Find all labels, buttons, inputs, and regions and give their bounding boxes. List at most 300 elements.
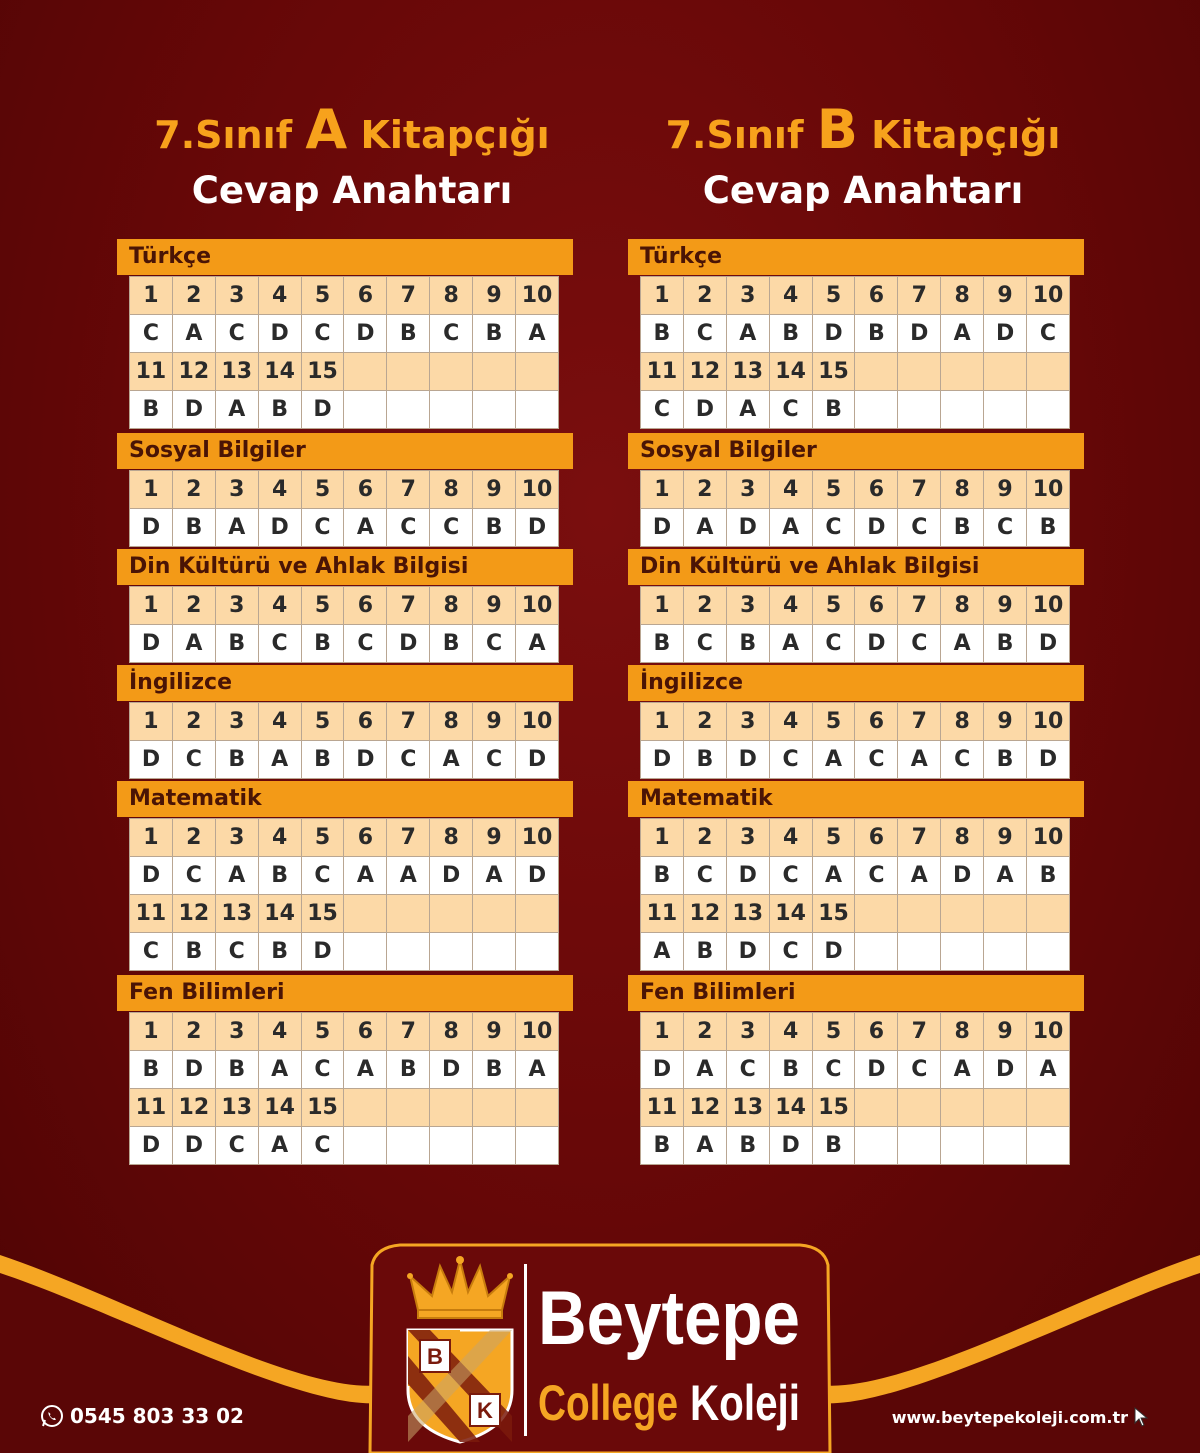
question-number-cell: 12 [172,1089,215,1127]
shield-icon [408,1330,512,1442]
question-number-cell: 1 [641,1013,684,1051]
answer-cell: A [641,933,684,971]
question-number-cell: 8 [941,703,984,741]
question-number-cell [855,895,898,933]
question-number-cell: 9 [984,703,1027,741]
answer-cell: C [683,315,726,353]
answer-row [130,1051,559,1089]
question-number-cell: 4 [769,471,812,509]
answer-cell: D [130,741,173,779]
answer-row [130,857,559,895]
answer-cell: A [215,509,258,547]
brand-logo [400,1256,820,1446]
question-number-cell: 12 [683,1089,726,1127]
question-number-cell: 15 [301,1089,344,1127]
answer-cell: D [726,741,769,779]
booklet-header [117,100,587,217]
answer-cell: A [683,1051,726,1089]
question-number-cell: 9 [984,1013,1027,1051]
question-number-cell: 11 [130,1089,173,1127]
answer-grid [640,470,1070,547]
question-number-cell: 14 [258,1089,301,1127]
answer-cell: C [1027,315,1070,353]
question-number-cell: 4 [258,819,301,857]
whatsapp-icon [40,1404,64,1428]
question-number-cell: 11 [641,1089,684,1127]
answer-cell: A [726,391,769,429]
answer-cell: B [301,741,344,779]
answer-cell: B [1027,857,1070,895]
question-number-cell: 7 [387,587,430,625]
question-number-cell [473,353,516,391]
question-number-cell: 13 [726,1089,769,1127]
question-number-cell: 1 [130,1013,173,1051]
answer-cell: C [898,1051,941,1089]
question-number-cell: 5 [301,819,344,857]
question-number-row [130,703,559,741]
question-number-cell: 1 [130,471,173,509]
answer-cell: B [641,315,684,353]
question-number-cell [344,353,387,391]
answer-cell [984,1127,1027,1165]
booklet-header [628,100,1098,217]
answer-cell: C [726,1051,769,1089]
question-number-cell: 8 [430,1013,473,1051]
answer-cell [855,933,898,971]
answer-cell: A [172,625,215,663]
question-number-cell: 1 [641,471,684,509]
answer-cell: C [215,1127,258,1165]
answer-cell: C [172,741,215,779]
answer-cell: C [683,625,726,663]
question-number-cell: 7 [898,1013,941,1051]
question-number-cell: 8 [941,587,984,625]
answer-cell: A [941,315,984,353]
question-number-cell [898,1089,941,1127]
question-number-cell: 4 [769,703,812,741]
answer-cell [898,933,941,971]
question-number-cell: 13 [215,353,258,391]
question-number-cell: 5 [812,1013,855,1051]
question-number-row [641,1089,1070,1127]
answer-row [641,315,1070,353]
answer-cell: A [941,625,984,663]
question-number-cell: 3 [726,471,769,509]
question-number-cell: 6 [344,1013,387,1051]
answer-cell: A [769,509,812,547]
question-number-cell [941,895,984,933]
booklet-title [117,100,587,165]
question-number-cell: 6 [344,703,387,741]
answer-cell: C [898,625,941,663]
question-number-row [130,1089,559,1127]
answer-row [641,1127,1070,1165]
answer-cell: C [301,509,344,547]
question-number-cell: 7 [387,1013,430,1051]
booklet-subtitle: Cevap Anahtarı [191,169,513,212]
answer-cell: B [984,741,1027,779]
answer-row [130,741,559,779]
answer-cell: C [683,857,726,895]
question-number-cell: 4 [258,703,301,741]
answer-cell: B [258,391,301,429]
answer-cell: C [855,741,898,779]
question-number-cell: 15 [812,1089,855,1127]
answer-cell [984,391,1027,429]
answer-cell [516,1127,559,1165]
answer-cell [344,1127,387,1165]
answer-cell: D [301,391,344,429]
answer-cell: D [941,857,984,895]
question-number-cell: 7 [387,819,430,857]
answer-cell: D [258,509,301,547]
answer-cell: B [1027,509,1070,547]
answer-cell [855,391,898,429]
question-number-cell: 3 [726,277,769,315]
question-number-cell: 14 [769,895,812,933]
answer-cell: B [387,1051,430,1089]
answer-cell: B [683,741,726,779]
question-number-cell: 6 [855,277,898,315]
answer-cell: D [387,625,430,663]
answer-row [641,1051,1070,1089]
question-number-cell [1027,1089,1070,1127]
subject-header: Türkçe [117,239,573,275]
answer-cell: D [344,315,387,353]
answer-cell: D [344,741,387,779]
question-number-cell: 10 [1027,703,1070,741]
question-number-cell: 2 [683,277,726,315]
question-number-cell [387,895,430,933]
question-number-cell [473,895,516,933]
answer-cell [473,933,516,971]
answer-grid [129,818,559,971]
answer-cell: C [430,315,473,353]
answer-cell: D [812,933,855,971]
question-number-cell: 6 [344,471,387,509]
answer-cell: B [812,1127,855,1165]
question-number-cell: 2 [172,819,215,857]
answer-cell: D [172,391,215,429]
answer-cell: A [1027,1051,1070,1089]
question-number-cell [516,895,559,933]
answer-cell: A [683,1127,726,1165]
answer-cell: A [344,1051,387,1089]
answer-cell: D [130,625,173,663]
answer-cell: C [984,509,1027,547]
answer-cell [387,391,430,429]
booklet-letter: A [305,98,348,161]
crest-letter-b: B [427,1344,443,1369]
question-number-row [130,587,559,625]
question-number-row [641,587,1070,625]
answer-cell: A [812,741,855,779]
answer-cell: C [215,315,258,353]
answer-grid [640,1012,1070,1165]
answer-cell: D [130,509,173,547]
question-number-cell: 9 [473,703,516,741]
question-number-cell: 13 [215,1089,258,1127]
question-number-cell: 2 [683,1013,726,1051]
question-number-row [130,895,559,933]
question-number-cell: 13 [726,895,769,933]
answer-cell: B [769,315,812,353]
answer-cell: B [130,391,173,429]
question-number-cell: 5 [812,587,855,625]
grade-label: 7.Sınıf [154,113,293,157]
answer-cell: B [430,625,473,663]
answer-cell: C [769,857,812,895]
answer-cell: A [984,857,1027,895]
answer-cell: C [855,857,898,895]
question-number-cell: 5 [301,277,344,315]
question-number-row [641,1013,1070,1051]
question-number-cell: 7 [898,471,941,509]
subject-header: Matematik [628,781,1084,817]
website-link[interactable] [892,1407,1150,1427]
answer-cell: D [301,933,344,971]
answer-cell: A [344,509,387,547]
answer-cell: D [258,315,301,353]
question-number-cell: 6 [855,1013,898,1051]
answer-cell: D [855,1051,898,1089]
question-number-cell: 10 [516,703,559,741]
question-number-cell [984,1089,1027,1127]
answer-cell: D [726,933,769,971]
answer-cell: C [344,625,387,663]
question-number-cell: 1 [130,277,173,315]
question-number-cell: 7 [898,819,941,857]
question-number-cell: 2 [172,587,215,625]
answer-cell: D [130,857,173,895]
question-number-cell [344,895,387,933]
answer-cell: B [726,1127,769,1165]
question-number-cell: 1 [641,587,684,625]
question-number-cell [516,353,559,391]
question-number-cell: 4 [258,1013,301,1051]
question-number-cell: 8 [430,277,473,315]
answer-cell: D [769,1127,812,1165]
question-number-cell: 10 [1027,587,1070,625]
question-number-cell: 6 [855,703,898,741]
answer-cell: D [430,1051,473,1089]
question-number-row [641,895,1070,933]
brand-logo-graphic [400,1256,820,1446]
answer-cell: B [258,857,301,895]
question-number-cell: 9 [473,1013,516,1051]
answer-grid [129,276,559,429]
question-number-cell: 8 [941,471,984,509]
answer-cell: D [984,315,1027,353]
question-number-cell [941,1089,984,1127]
question-number-cell [430,1089,473,1127]
answer-cell [898,391,941,429]
answer-cell: D [430,857,473,895]
question-number-cell: 2 [683,703,726,741]
subject-header: Fen Bilimleri [628,975,1084,1011]
question-number-cell: 2 [683,471,726,509]
answer-cell: D [855,509,898,547]
answer-cell: C [812,1051,855,1089]
answer-cell [430,933,473,971]
question-number-cell: 1 [641,277,684,315]
answer-cell: B [215,741,258,779]
question-number-cell: 10 [1027,471,1070,509]
answer-cell: D [641,509,684,547]
answer-cell: D [898,315,941,353]
question-number-cell: 7 [387,703,430,741]
question-number-cell: 15 [301,353,344,391]
question-number-cell: 3 [215,277,258,315]
answer-cell [984,933,1027,971]
question-number-cell: 14 [769,1089,812,1127]
question-number-cell [941,353,984,391]
question-number-cell: 5 [812,277,855,315]
answer-cell [516,391,559,429]
question-number-cell: 10 [516,277,559,315]
answer-cell: B [769,1051,812,1089]
subject-header: İngilizce [628,665,1084,701]
brand-college: College [538,1375,678,1431]
answer-cell: A [941,1051,984,1089]
question-number-cell: 10 [516,471,559,509]
answer-cell [344,391,387,429]
answer-cell: C [641,391,684,429]
question-number-cell: 10 [1027,819,1070,857]
question-number-cell: 2 [172,703,215,741]
question-number-cell: 7 [898,587,941,625]
answer-row [641,857,1070,895]
brand-name: Beytepe [538,1276,800,1361]
question-number-cell: 9 [473,277,516,315]
question-number-cell: 3 [726,587,769,625]
answer-cell: D [1027,741,1070,779]
question-number-cell: 9 [984,277,1027,315]
question-number-cell [984,353,1027,391]
answer-cell: C [769,933,812,971]
answer-cell: C [473,741,516,779]
question-number-cell: 1 [641,819,684,857]
subject-header: Din Kültürü ve Ahlak Bilgisi [117,549,573,585]
answer-cell: C [301,1127,344,1165]
answer-cell: D [130,1127,173,1165]
question-number-row [130,1013,559,1051]
question-number-cell: 4 [769,587,812,625]
booklet-word: Kitapçığı [871,113,1061,157]
answer-cell [430,1127,473,1165]
phone-number: 0545 803 33 02 [70,1404,244,1428]
question-number-cell: 4 [769,1013,812,1051]
question-number-cell [387,1089,430,1127]
answer-cell: B [130,1051,173,1089]
answer-cell: A [344,857,387,895]
question-number-cell: 10 [516,1013,559,1051]
question-number-cell: 11 [130,353,173,391]
answer-cell: C [473,625,516,663]
answer-cell: B [172,933,215,971]
answer-row [641,391,1070,429]
answer-cell: C [172,857,215,895]
question-number-cell [473,1089,516,1127]
answer-cell [344,933,387,971]
booklet-subtitle: Cevap Anahtarı [702,169,1024,212]
cursor-icon [1134,1407,1150,1427]
question-number-cell: 3 [215,703,258,741]
answer-cell: D [726,509,769,547]
answer-cell: D [855,625,898,663]
question-number-cell [855,1089,898,1127]
question-number-cell: 11 [130,895,173,933]
question-number-cell: 8 [430,703,473,741]
answer-cell [941,391,984,429]
question-number-cell: 2 [683,819,726,857]
question-number-cell: 4 [769,277,812,315]
answer-cell: B [683,933,726,971]
question-number-cell: 1 [130,703,173,741]
answer-grid [129,702,559,779]
question-number-cell: 1 [130,587,173,625]
answer-row [641,741,1070,779]
question-number-cell [430,353,473,391]
question-number-cell [898,353,941,391]
answer-cell: B [726,625,769,663]
question-number-cell: 6 [855,819,898,857]
answer-cell: B [855,315,898,353]
question-number-cell: 14 [258,353,301,391]
answer-grid [640,586,1070,663]
contact-phone[interactable] [40,1404,244,1428]
answer-grid [129,1012,559,1165]
answer-cell: A [683,509,726,547]
answer-cell [855,1127,898,1165]
answer-cell: C [769,391,812,429]
answer-cell: D [516,509,559,547]
question-number-cell: 6 [344,277,387,315]
question-number-cell: 2 [172,277,215,315]
answer-row [130,933,559,971]
brand-divider [524,1264,527,1436]
question-number-cell [344,1089,387,1127]
question-number-cell: 5 [301,471,344,509]
answer-cell: A [387,857,430,895]
answer-cell: C [130,933,173,971]
answer-cell: C [387,741,430,779]
question-number-cell: 5 [812,819,855,857]
answer-row [130,625,559,663]
answer-row [130,315,559,353]
question-number-cell: 12 [172,895,215,933]
question-number-cell: 1 [641,703,684,741]
question-number-cell: 6 [855,471,898,509]
question-number-cell: 7 [898,277,941,315]
answer-cell: D [516,741,559,779]
question-number-cell: 3 [215,1013,258,1051]
question-number-cell: 14 [769,353,812,391]
question-number-cell: 15 [812,353,855,391]
question-number-cell [1027,895,1070,933]
question-number-row [130,819,559,857]
question-number-cell: 10 [1027,277,1070,315]
answer-cell: B [641,625,684,663]
question-number-cell: 7 [387,277,430,315]
answer-grid [129,470,559,547]
website-url: www.beytepekoleji.com.tr [891,1407,1128,1427]
question-number-cell: 3 [726,703,769,741]
answer-cell: A [215,857,258,895]
answer-cell: B [641,857,684,895]
answer-cell: A [726,315,769,353]
subject-header: Fen Bilimleri [117,975,573,1011]
